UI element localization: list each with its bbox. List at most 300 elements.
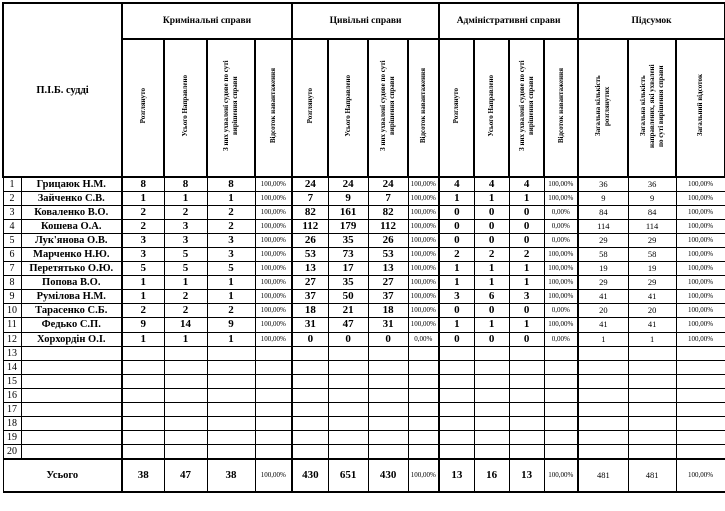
value-cell <box>207 430 255 444</box>
value-cell: 9 <box>207 318 255 332</box>
value-cell <box>676 402 725 416</box>
value-cell: 1 <box>439 192 474 206</box>
value-cell: 82 <box>292 206 328 220</box>
value-cell: 29 <box>628 276 676 290</box>
value-cell <box>509 374 544 388</box>
value-cell <box>544 416 578 430</box>
value-cell <box>255 374 292 388</box>
value-cell: 41 <box>628 290 676 304</box>
value-cell <box>122 416 164 430</box>
column-header-label: Усього Направлено <box>181 74 190 137</box>
value-cell: 0 <box>439 304 474 318</box>
value-cell <box>578 416 628 430</box>
value-cell: 3 <box>207 234 255 248</box>
column-header-label: Відсоток навантаження <box>269 67 278 144</box>
row-number: 6 <box>3 248 21 262</box>
value-cell <box>408 360 439 374</box>
value-cell <box>408 430 439 444</box>
value-cell <box>122 430 164 444</box>
table-row <box>3 332 725 346</box>
totals-value-cell: 481 <box>578 459 628 492</box>
value-cell <box>578 346 628 360</box>
value-cell: 0,00% <box>544 304 578 318</box>
value-cell <box>544 346 578 360</box>
row-number: 18 <box>3 416 21 430</box>
value-cell <box>368 388 408 402</box>
value-cell: 100,00% <box>255 304 292 318</box>
value-cell: 1 <box>474 318 509 332</box>
value-cell: 3 <box>164 234 207 248</box>
totals-value-cell: 47 <box>164 459 207 492</box>
column-header-admin-decided <box>509 39 544 177</box>
value-cell <box>628 430 676 444</box>
table-row <box>3 290 725 304</box>
totals-value-cell: 38 <box>207 459 255 492</box>
value-cell: 6 <box>474 290 509 304</box>
value-cell: 24 <box>368 177 408 192</box>
value-cell <box>578 360 628 374</box>
value-cell: 0,00% <box>544 332 578 346</box>
value-cell: 14 <box>164 318 207 332</box>
value-cell: 114 <box>578 220 628 234</box>
value-cell <box>509 346 544 360</box>
value-cell <box>474 402 509 416</box>
value-cell <box>676 374 725 388</box>
value-cell: 100,00% <box>544 177 578 192</box>
value-cell <box>255 444 292 459</box>
value-cell: 1 <box>439 276 474 290</box>
row-number: 4 <box>3 220 21 234</box>
value-cell <box>122 374 164 388</box>
value-cell: 100,00% <box>676 248 725 262</box>
table-row <box>3 192 725 206</box>
value-cell <box>207 360 255 374</box>
value-cell: 29 <box>628 234 676 248</box>
table-row <box>3 262 725 276</box>
value-cell: 100,00% <box>255 332 292 346</box>
totals-value-cell: 100,00% <box>544 459 578 492</box>
value-cell <box>408 444 439 459</box>
value-cell <box>408 388 439 402</box>
value-cell <box>122 360 164 374</box>
value-cell <box>439 430 474 444</box>
value-cell: 53 <box>368 248 408 262</box>
value-cell: 100,00% <box>544 248 578 262</box>
value-cell: 100,00% <box>408 220 439 234</box>
value-cell: 24 <box>328 177 368 192</box>
value-cell: 41 <box>578 290 628 304</box>
value-cell: 0 <box>328 332 368 346</box>
value-cell: 27 <box>292 276 328 290</box>
value-cell <box>328 402 368 416</box>
value-cell <box>164 444 207 459</box>
value-cell: 37 <box>368 290 408 304</box>
value-cell: 9 <box>578 192 628 206</box>
value-cell <box>408 402 439 416</box>
value-cell <box>328 346 368 360</box>
value-cell: 2 <box>207 220 255 234</box>
value-cell: 3 <box>122 234 164 248</box>
judge-name-cell <box>21 402 122 416</box>
value-cell <box>544 402 578 416</box>
value-cell: 0 <box>474 304 509 318</box>
table-row <box>3 276 725 290</box>
value-cell: 1 <box>164 276 207 290</box>
value-cell: 1 <box>628 332 676 346</box>
value-cell: 3 <box>439 290 474 304</box>
value-cell <box>509 430 544 444</box>
value-cell: 100,00% <box>408 192 439 206</box>
value-cell <box>207 416 255 430</box>
value-cell: 100,00% <box>544 318 578 332</box>
totals-value-cell: 100,00% <box>408 459 439 492</box>
column-header-label: З них ухвалені судове по суті вирішення справи <box>517 60 535 151</box>
value-cell: 2 <box>509 248 544 262</box>
value-cell <box>255 430 292 444</box>
value-cell <box>164 402 207 416</box>
value-cell <box>207 374 255 388</box>
table-row <box>3 346 725 360</box>
value-cell <box>328 388 368 402</box>
value-cell: 19 <box>578 262 628 276</box>
value-cell <box>408 374 439 388</box>
value-cell <box>676 346 725 360</box>
value-cell: 100,00% <box>676 290 725 304</box>
value-cell: 100,00% <box>676 234 725 248</box>
value-cell <box>474 430 509 444</box>
value-cell <box>368 444 408 459</box>
column-header-admin-sent <box>474 39 509 177</box>
column-header-label: Загальний відсоток <box>696 74 705 137</box>
totals-row <box>3 459 725 492</box>
totals-label: Усього <box>3 459 122 492</box>
value-cell: 37 <box>292 290 328 304</box>
column-header-admin-percent <box>544 39 578 177</box>
value-cell: 3 <box>164 220 207 234</box>
value-cell: 3 <box>509 290 544 304</box>
group-title-civil: Цивільні справи <box>292 3 439 39</box>
value-cell: 179 <box>328 220 368 234</box>
value-cell: 0,00% <box>544 234 578 248</box>
value-cell: 100,00% <box>676 262 725 276</box>
value-cell: 36 <box>628 177 676 192</box>
value-cell <box>164 374 207 388</box>
value-cell <box>328 416 368 430</box>
value-cell <box>628 444 676 459</box>
judge-name-cell <box>21 416 122 430</box>
value-cell: 3 <box>122 248 164 262</box>
totals-value-cell: 38 <box>122 459 164 492</box>
value-cell: 0 <box>474 234 509 248</box>
value-cell: 100,00% <box>408 262 439 276</box>
value-cell <box>578 388 628 402</box>
group-header-row <box>3 3 725 39</box>
column-header-label: Усього Направлено <box>343 74 352 137</box>
totals-value-cell: 481 <box>628 459 676 492</box>
value-cell <box>676 444 725 459</box>
name-column-header: П.І.Б. судді <box>3 3 122 177</box>
value-cell: 4 <box>509 177 544 192</box>
value-cell <box>368 416 408 430</box>
column-header-total-decided <box>628 39 676 177</box>
value-cell: 7 <box>292 192 328 206</box>
value-cell: 13 <box>368 262 408 276</box>
judge-name-cell: Коваленко В.О. <box>21 206 122 220</box>
value-cell <box>439 444 474 459</box>
value-cell: 84 <box>578 206 628 220</box>
column-header-admin-reviewed <box>439 39 474 177</box>
value-cell: 0 <box>509 332 544 346</box>
value-cell: 13 <box>292 262 328 276</box>
judge-name-cell: Лук'янова О.В. <box>21 234 122 248</box>
value-cell: 1 <box>122 192 164 206</box>
value-cell <box>164 430 207 444</box>
value-cell <box>474 416 509 430</box>
value-cell: 112 <box>292 220 328 234</box>
value-cell <box>628 346 676 360</box>
value-cell: 100,00% <box>255 248 292 262</box>
value-cell <box>368 346 408 360</box>
value-cell: 100,00% <box>408 318 439 332</box>
value-cell <box>408 346 439 360</box>
value-cell <box>368 402 408 416</box>
row-number: 20 <box>3 444 21 459</box>
value-cell: 100,00% <box>408 177 439 192</box>
value-cell: 100,00% <box>676 332 725 346</box>
value-cell: 53 <box>292 248 328 262</box>
value-cell <box>439 346 474 360</box>
value-cell: 112 <box>368 220 408 234</box>
column-header-label: З них ухвалені судове по суті вирішення справи <box>222 60 240 151</box>
value-cell <box>292 402 328 416</box>
value-cell: 19 <box>628 262 676 276</box>
judge-name-cell <box>21 444 122 459</box>
column-header-label: Відсоток навантаження <box>556 67 565 144</box>
value-cell <box>676 430 725 444</box>
value-cell: 8 <box>164 177 207 192</box>
value-cell <box>122 346 164 360</box>
value-cell: 1 <box>207 290 255 304</box>
value-cell <box>578 402 628 416</box>
value-cell: 100,00% <box>544 276 578 290</box>
value-cell <box>544 388 578 402</box>
value-cell <box>628 374 676 388</box>
column-header-civil-sent <box>328 39 368 177</box>
value-cell <box>328 360 368 374</box>
value-cell: 0 <box>474 220 509 234</box>
value-cell: 2 <box>164 304 207 318</box>
value-cell: 161 <box>328 206 368 220</box>
row-number: 8 <box>3 276 21 290</box>
value-cell: 84 <box>628 206 676 220</box>
group-title-administrative: Адміністративні справи <box>439 3 578 39</box>
value-cell: 18 <box>292 304 328 318</box>
value-cell <box>164 388 207 402</box>
judge-name-cell: Грицаюк Н.М. <box>21 177 122 192</box>
value-cell <box>676 360 725 374</box>
value-cell: 82 <box>368 206 408 220</box>
value-cell: 24 <box>292 177 328 192</box>
value-cell: 41 <box>628 318 676 332</box>
value-cell: 100,00% <box>676 318 725 332</box>
value-cell <box>509 388 544 402</box>
value-cell: 2 <box>122 220 164 234</box>
value-cell: 2 <box>164 290 207 304</box>
value-cell: 100,00% <box>255 220 292 234</box>
totals-value-cell: 100,00% <box>255 459 292 492</box>
table-row <box>3 430 725 444</box>
value-cell <box>544 374 578 388</box>
judge-name-cell: Кошева О.А. <box>21 220 122 234</box>
value-cell <box>122 402 164 416</box>
judge-name-cell <box>21 374 122 388</box>
totals-value-cell: 430 <box>368 459 408 492</box>
value-cell: 29 <box>578 234 628 248</box>
table-row <box>3 206 725 220</box>
row-number: 3 <box>3 206 21 220</box>
value-cell: 100,00% <box>408 290 439 304</box>
totals-value-cell: 13 <box>509 459 544 492</box>
value-cell <box>292 430 328 444</box>
value-cell <box>368 360 408 374</box>
value-cell: 47 <box>328 318 368 332</box>
value-cell: 35 <box>328 276 368 290</box>
value-cell: 1 <box>164 332 207 346</box>
value-cell: 0,00% <box>544 220 578 234</box>
value-cell: 100,00% <box>408 248 439 262</box>
value-cell: 1 <box>439 318 474 332</box>
value-cell: 18 <box>368 304 408 318</box>
judge-name-cell: Хорхордін О.І. <box>21 332 122 346</box>
value-cell: 100,00% <box>255 262 292 276</box>
value-cell <box>439 360 474 374</box>
value-cell <box>292 374 328 388</box>
value-cell: 1 <box>509 262 544 276</box>
value-cell <box>509 444 544 459</box>
value-cell: 7 <box>368 192 408 206</box>
value-cell: 4 <box>439 177 474 192</box>
row-number: 19 <box>3 430 21 444</box>
value-cell: 0 <box>474 332 509 346</box>
value-cell <box>292 346 328 360</box>
value-cell <box>368 430 408 444</box>
value-cell: 27 <box>368 276 408 290</box>
value-cell <box>628 388 676 402</box>
value-cell <box>439 402 474 416</box>
judge-name-cell: Федько С.П. <box>21 318 122 332</box>
value-cell: 1 <box>509 276 544 290</box>
value-cell: 5 <box>164 262 207 276</box>
value-cell: 35 <box>328 234 368 248</box>
value-cell: 50 <box>328 290 368 304</box>
value-cell: 0 <box>292 332 328 346</box>
value-cell <box>207 444 255 459</box>
value-cell <box>474 374 509 388</box>
column-header-civil-percent <box>408 39 439 177</box>
judges-statistics-table <box>2 2 725 493</box>
judge-name-cell: Тарасенко С.Б. <box>21 304 122 318</box>
judge-name-cell: Румілова Н.М. <box>21 290 122 304</box>
value-cell: 5 <box>164 248 207 262</box>
value-cell: 1 <box>122 332 164 346</box>
value-cell: 5 <box>122 262 164 276</box>
judge-name-cell <box>21 360 122 374</box>
value-cell: 2 <box>164 206 207 220</box>
value-cell: 26 <box>368 234 408 248</box>
column-header-criminal-sent <box>164 39 207 177</box>
value-cell: 1 <box>207 276 255 290</box>
value-cell: 73 <box>328 248 368 262</box>
column-header-label: Відсоток навантаження <box>419 67 428 144</box>
value-cell: 1 <box>207 332 255 346</box>
value-cell: 58 <box>578 248 628 262</box>
totals-value-cell: 13 <box>439 459 474 492</box>
value-cell: 0 <box>474 206 509 220</box>
value-cell: 0 <box>509 304 544 318</box>
table-row <box>3 388 725 402</box>
value-cell: 100,00% <box>676 206 725 220</box>
value-cell <box>474 444 509 459</box>
table-row <box>3 304 725 318</box>
value-cell <box>255 360 292 374</box>
value-cell: 100,00% <box>676 276 725 290</box>
table-row <box>3 416 725 430</box>
column-header-total-reviewed <box>578 39 628 177</box>
value-cell: 1 <box>164 192 207 206</box>
column-header-label: Розглянуто <box>452 87 461 124</box>
value-cell <box>164 346 207 360</box>
value-cell: 100,00% <box>255 206 292 220</box>
value-cell: 0 <box>509 206 544 220</box>
value-cell: 26 <box>292 234 328 248</box>
value-cell: 3 <box>207 248 255 262</box>
row-number: 17 <box>3 402 21 416</box>
value-cell: 1 <box>122 276 164 290</box>
value-cell: 1 <box>439 262 474 276</box>
value-cell: 100,00% <box>408 234 439 248</box>
value-cell <box>474 346 509 360</box>
value-cell: 100,00% <box>676 177 725 192</box>
value-cell: 20 <box>578 304 628 318</box>
column-header-criminal-percent <box>255 39 292 177</box>
value-cell: 0 <box>439 234 474 248</box>
value-cell <box>292 444 328 459</box>
value-cell: 0 <box>368 332 408 346</box>
column-header-label: З них ухвалені судове по суті вирішення справи <box>379 60 397 151</box>
table-row <box>3 234 725 248</box>
judge-name-cell: Марченко Н.Ю. <box>21 248 122 262</box>
table-row <box>3 402 725 416</box>
value-cell: 100,00% <box>255 290 292 304</box>
value-cell: 21 <box>328 304 368 318</box>
value-cell: 100,00% <box>408 276 439 290</box>
value-cell: 4 <box>474 177 509 192</box>
value-cell <box>164 416 207 430</box>
value-cell: 100,00% <box>544 290 578 304</box>
value-cell: 29 <box>578 276 628 290</box>
value-cell <box>255 346 292 360</box>
value-cell: 100,00% <box>544 262 578 276</box>
column-header-label: Усього Направлено <box>487 74 496 137</box>
judge-name-cell <box>21 388 122 402</box>
row-number: 12 <box>3 332 21 346</box>
value-cell: 9 <box>628 192 676 206</box>
value-cell <box>628 360 676 374</box>
value-cell <box>292 360 328 374</box>
totals-value-cell: 430 <box>292 459 328 492</box>
column-header-label: Загальна кількість направлених, які ухвалені по суті вирішення справи <box>638 63 665 148</box>
table-row <box>3 248 725 262</box>
